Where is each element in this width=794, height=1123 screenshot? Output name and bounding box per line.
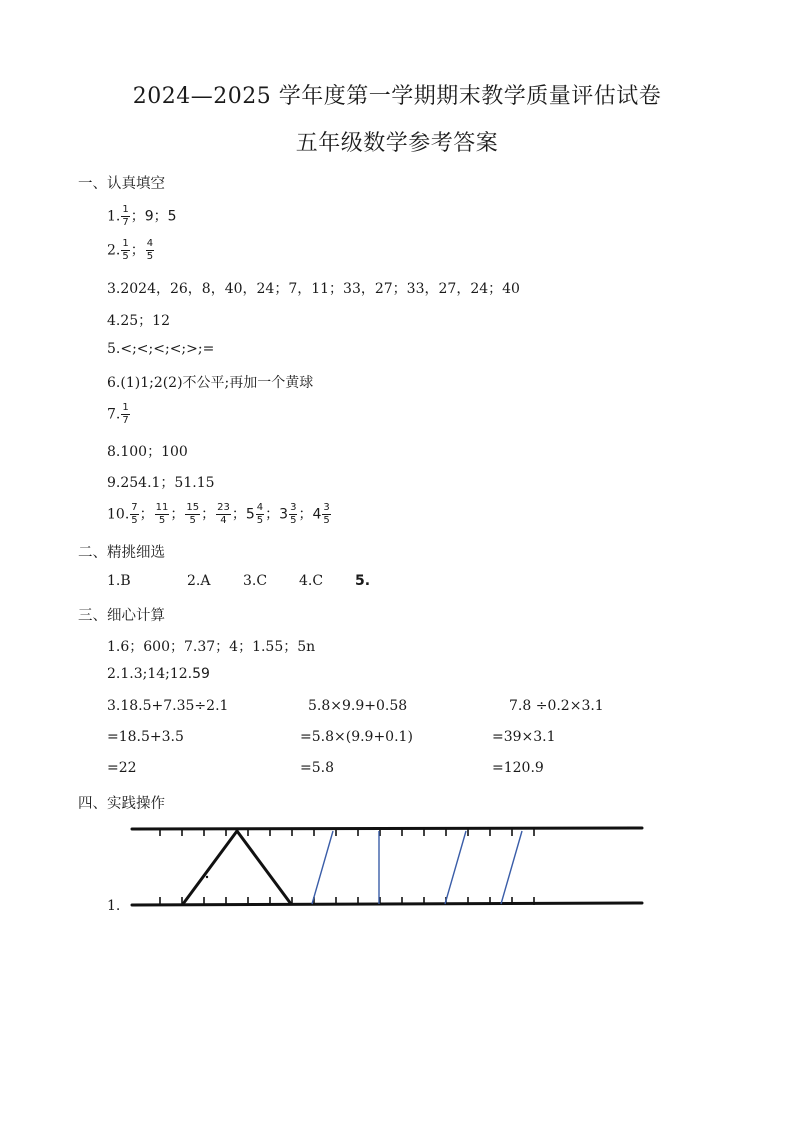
answer-q8: 8.100；100: [107, 444, 188, 460]
fraction-denominator: 7: [122, 217, 129, 228]
top-parallel-line: [132, 828, 642, 829]
fraction-denominator: 5: [290, 515, 297, 526]
fraction-denominator: 5: [323, 515, 330, 526]
fraction-numerator: 3: [290, 502, 297, 513]
separator: ；: [298, 506, 313, 523]
answer-q7-prefix: 7.: [107, 406, 121, 423]
answer-q10-prefix: 10.: [107, 506, 130, 523]
answer-q1-prefix: 1.: [107, 208, 121, 225]
answer-q9: 9.254.1；51.15: [107, 475, 215, 491]
fraction-numerator: 11: [155, 502, 169, 513]
page-subtitle: 五年级数学参考答案: [295, 131, 499, 156]
fraction-denominator: 5: [256, 515, 264, 526]
fraction-numerator: 3: [323, 502, 330, 513]
separator: ；: [231, 506, 246, 523]
calc-step: =5.8×(9.9+0.1): [300, 729, 413, 745]
calc-answer-q2-tail: 59: [192, 666, 210, 682]
fraction-numerator: 1: [122, 238, 129, 249]
calc-step: =39×3.1: [492, 729, 556, 745]
calc-step: 3.18.5+7.35÷2.1: [107, 698, 229, 714]
fraction-denominator: 5: [189, 515, 196, 526]
separator: ；: [139, 506, 154, 523]
answer-q4: 4.25；12: [107, 313, 170, 329]
stray-dot: [206, 876, 208, 878]
answer-q6: 6.(1)1;2(2)不公平;再加一个黄球: [107, 375, 314, 391]
fraction-denominator: 4: [220, 515, 227, 526]
drawn-segment-left: [183, 831, 237, 904]
answer-q3: 3.2024，26，8，40，24；7，11；33，27；33，27，24；40: [107, 281, 520, 297]
section-heading-fill-in: 一、认真填空: [78, 176, 165, 192]
mixed-whole: 5: [245, 506, 255, 523]
practice-item-label: 1.: [107, 898, 121, 914]
mixed-whole: 4: [312, 506, 322, 523]
fraction-numerator: 1: [122, 402, 129, 413]
fraction-numerator: 4: [146, 238, 154, 249]
fraction-denominator: 5: [146, 251, 154, 262]
fraction-denominator: 5: [158, 515, 166, 526]
separator: ；: [201, 506, 216, 523]
calc-answer-q1: 1.6；600；7.37；4；1.55；5n: [107, 639, 316, 655]
answer-q2-prefix: 2.: [107, 242, 121, 259]
separator: ；: [265, 506, 280, 523]
page-title: 2024—2025 学年度第一学期期末教学质量评估试卷: [132, 84, 662, 109]
calc-step: 5.8×9.9+0.58: [308, 698, 408, 714]
calc-step: =120.9: [492, 760, 544, 776]
section-heading-multiple-choice: 二、精挑细选: [78, 545, 165, 561]
choice-answer: 3.C: [243, 573, 268, 589]
choice-answer: 1.B: [107, 573, 131, 589]
choice-answer: 2.A: [187, 573, 211, 589]
calc-step: 7.8 ÷0.2×3.1: [509, 698, 604, 714]
fraction-denominator: 7: [122, 415, 129, 426]
section-heading-calculation: 三、细心计算: [78, 608, 165, 624]
drawn-segment-right: [237, 831, 291, 904]
fraction-numerator: 23: [217, 502, 230, 513]
section-heading-practice: 四、实践操作: [78, 796, 165, 812]
calc-step: =5.8: [300, 760, 334, 776]
calc-step: =18.5+3.5: [107, 729, 184, 745]
fraction-numerator: 1: [122, 204, 129, 215]
separator: ；: [170, 506, 185, 523]
fraction-numerator: 7: [131, 502, 138, 513]
mixed-whole: 3: [279, 506, 289, 523]
calc-answer-q2-text: 2.1.3;14;12.: [107, 666, 193, 682]
answer-q5: 5.<;<;<;<;>;=: [107, 341, 215, 357]
blue-drawn-lines: [312, 831, 522, 904]
choice-answer: 4.C: [299, 573, 324, 589]
bottom-parallel-line: [132, 903, 642, 905]
fraction-denominator: 5: [131, 515, 138, 526]
answer-q1-rest: ；9；5: [130, 208, 177, 225]
separator: ；: [130, 242, 145, 259]
choice-answer: 5.: [355, 573, 371, 589]
calc-step: =22: [107, 760, 137, 776]
fraction-denominator: 5: [122, 251, 129, 262]
fraction-numerator: 4: [256, 502, 264, 513]
fraction-numerator: 15: [186, 502, 200, 513]
